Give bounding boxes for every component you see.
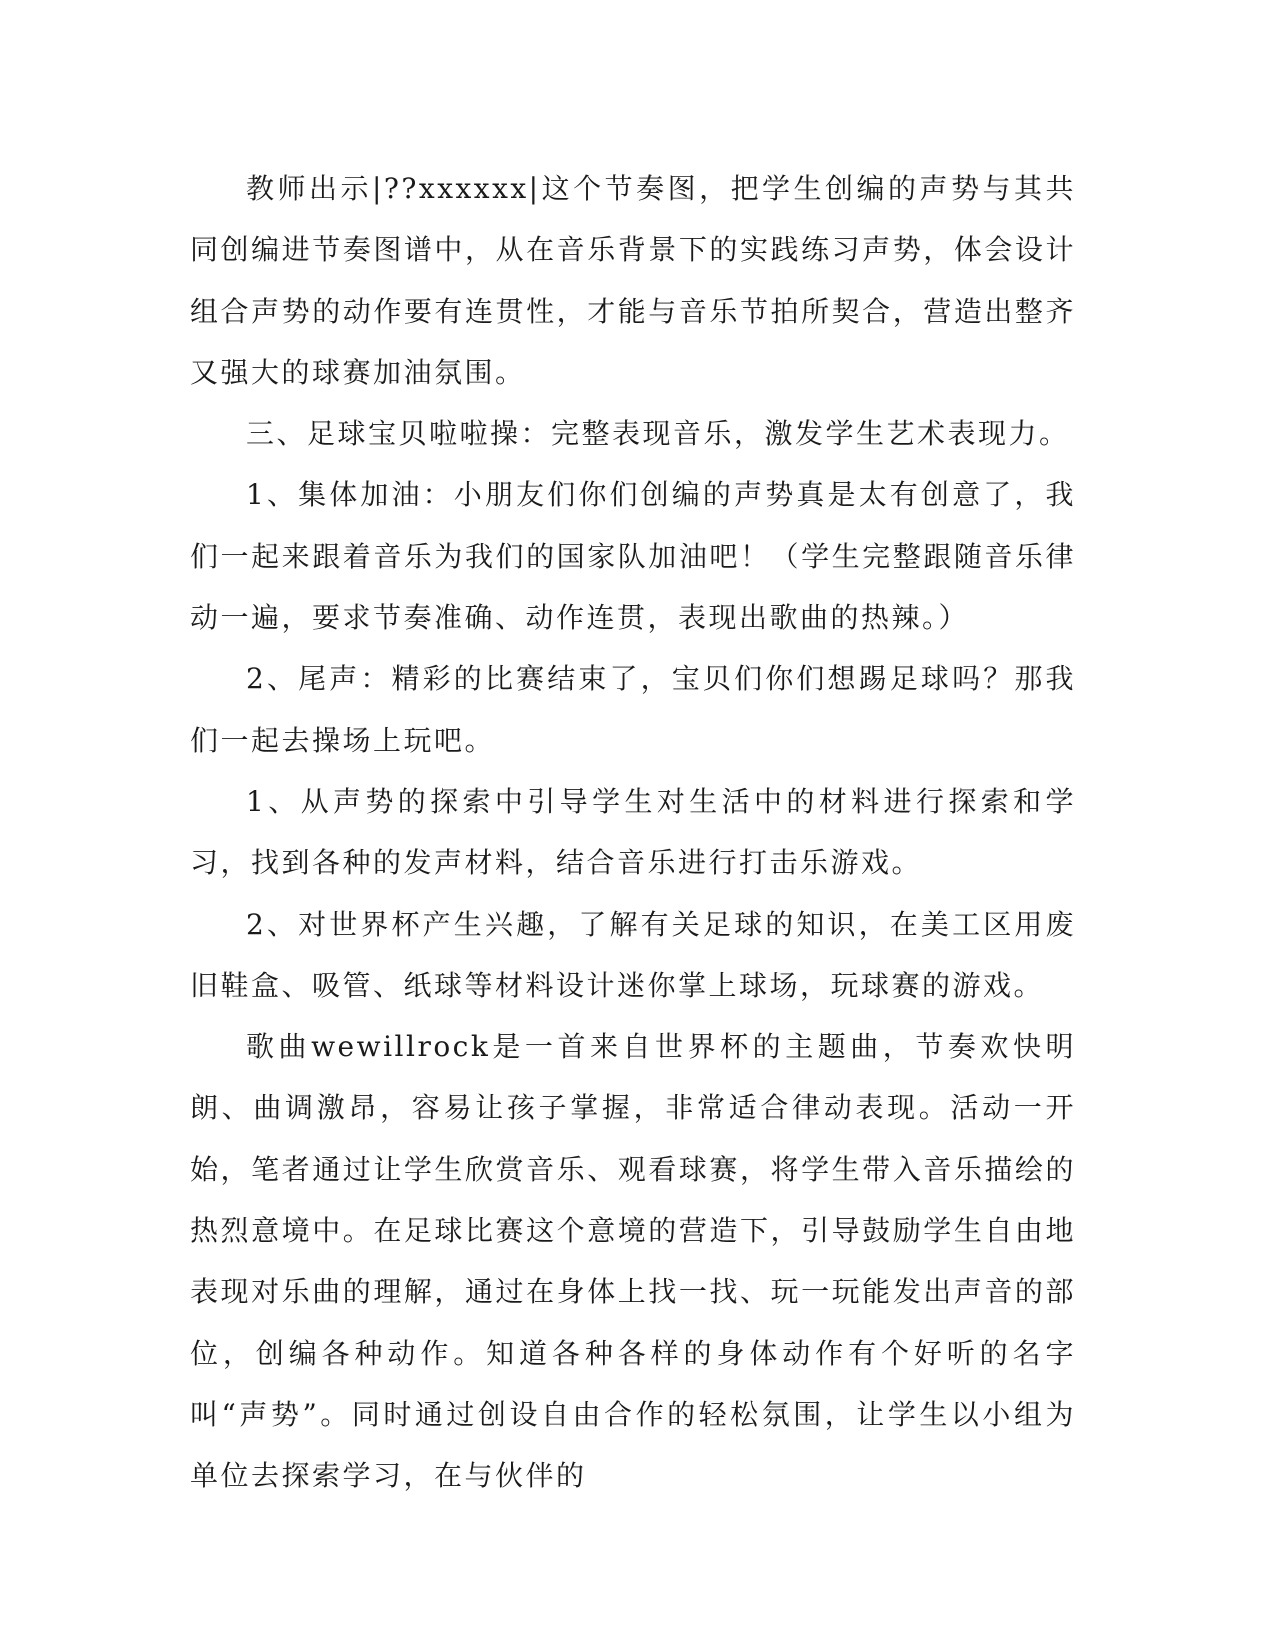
document-body: [190, 158, 1076, 1507]
paragraph-extension-two: 2、对世界杯产生兴趣，了解有关足球的知识，在美工区用废旧鞋盒、吸管、纸球等材料设计迷你掌上球场，玩球赛的游戏。: [190, 907, 1076, 1002]
paragraph-reflection: 歌曲wewillrock是一首来自世界杯的主题曲，节奏欢快明朗、曲调激昂，容易让孩子掌握，非常适合律动表现。活动一开始，笔者通过让学生欣赏音乐、观看球赛，将学生带入音乐描绘的热烈意境中。在足球比赛这个意境的营造下，引导鼓励学生自由地表现对乐曲的理解，通过在身体上找一找、玩一玩能发出声音的部位，创编各种动作。知道各种各样的身体动作有个好听的名字叫“声势”。同时通过创设自由合作的轻松氛围，让学生以小组为单位去探索学习，在与伙伴的: [190, 1030, 1076, 1493]
paragraph-group-cheer: 1、集体加油：小朋友们你们创编的声势真是太有创意了，我们一起来跟着音乐为我们的国家队加油吧！（学生完整跟随音乐律动一遍，要求节奏准确、动作连贯，表现出歌曲的热辣。）: [190, 478, 1076, 635]
paragraph-extension-one: 1、从声势的探索中引导学生对生活中的材料进行探索和学习，找到各种的发声材料，结合音乐进行打击乐游戏。: [190, 784, 1076, 880]
paragraph-rhythm-chart: 教师出示|??xxxxxx|这个节奏图，把学生创编的声势与其共同创编进节奏图谱中，从在音乐背景下的实践练习声势，体会设计组合声势的动作要有连贯性，才能与音乐节拍所契合，营造出整齐又强大的球赛加油氛围。: [190, 172, 1076, 389]
paragraph-ending: 2、尾声：精彩的比赛结束了，宝贝们你们想踢足球吗？那我们一起去操场上玩吧。: [190, 662, 1076, 757]
paragraph-section-three-heading: 三、足球宝贝啦啦操：完整表现音乐，激发学生艺术表现力。: [246, 417, 1070, 451]
